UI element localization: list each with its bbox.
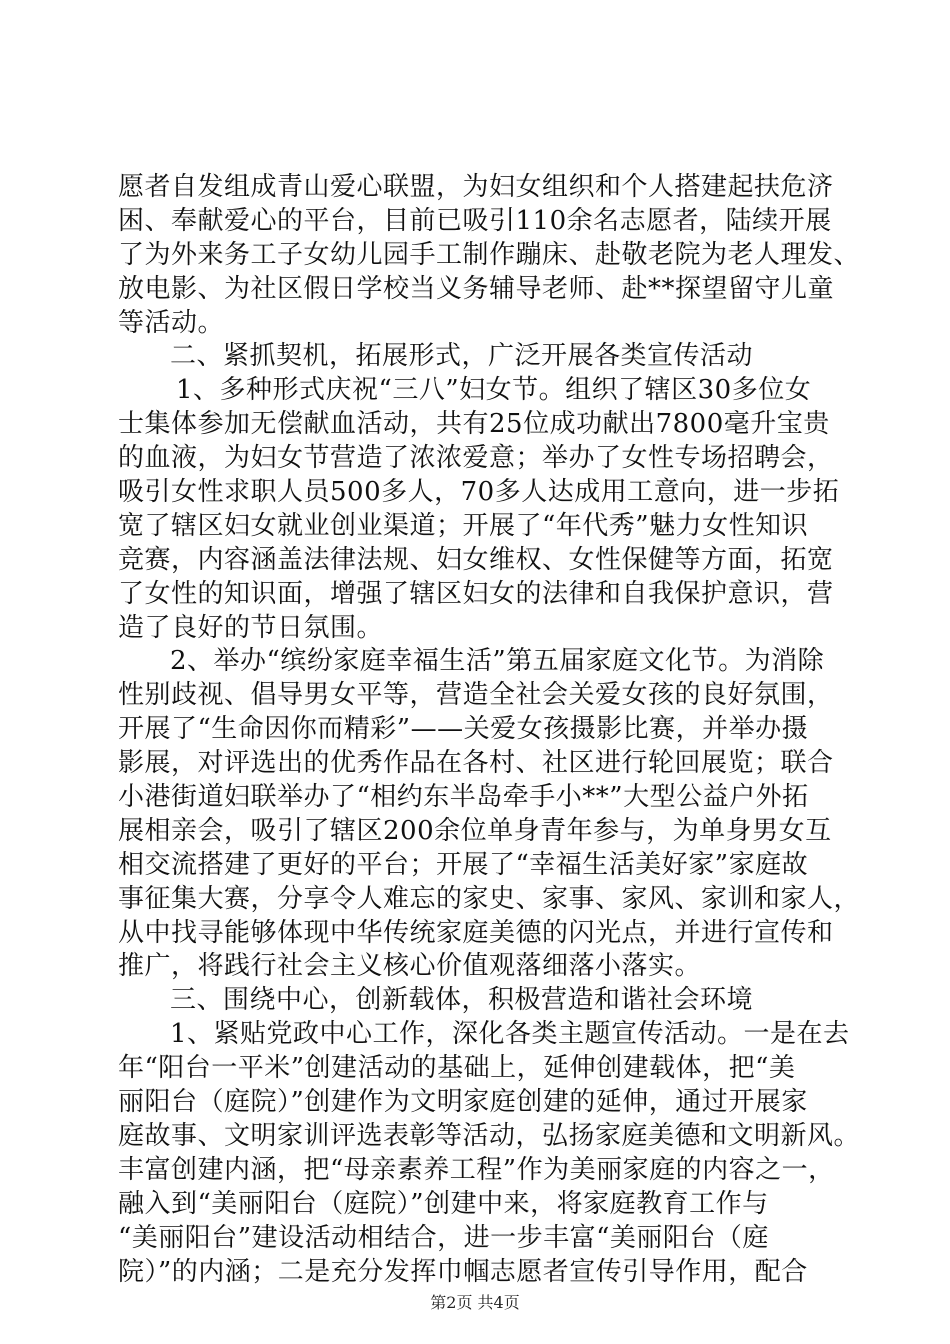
text-line: 士集体参加无偿献血活动，共有25位成功献出7800毫升宝贵 [118, 409, 830, 440]
text-line: 造了良好的节日氛围。 [118, 612, 384, 643]
text-line: 愿者自发组成青山爱心联盟，为妇女组织和个人搭建起扶危济 [118, 172, 834, 202]
text-line: 相交流搭建了更好的平台；开展了“幸福生活美好家”家庭故 [118, 849, 809, 880]
text-line: 融入到“美丽阳台（庭院）”创建中来，将家庭教育工作与 [118, 1188, 769, 1219]
text-line: 了为外来务工子女幼儿园手工制作蹦床、赴敬老院为老人理发、 [118, 239, 861, 270]
text-line: 从中找寻能够体现中华传统家庭美德的闪光点，并进行宣传和 [118, 917, 834, 948]
text-line: 推广，将践行社会主义核心价值观落细落小落实。 [118, 951, 702, 982]
text-line: 开展了“生命因你而精彩”——关爱女孩摄影比赛，并举办摄 [118, 714, 809, 745]
text-line: 性别歧视、倡导男女平等，营造全社会关爱女孩的良好氛围， [118, 680, 834, 711]
text-line: 2、举办“缤纷家庭幸福生活”第五届家庭文化节。为消除 [170, 646, 825, 677]
text-line: 1、多种形式庆祝“三八”妇女节。组织了辖区30多位女 [176, 375, 812, 406]
text-line: 二、紧抓契机，拓展形式，广泛开展各类宣传活动 [170, 341, 754, 372]
text-line: 吸引女性求职人员500多人，70多人达成用工意向，进一步拓 [118, 477, 840, 508]
text-line: 等活动。 [118, 307, 225, 338]
text-line: 影展，对评选出的优秀作品在各村、社区进行轮回展览；联合 [118, 748, 834, 779]
text-line: 小港街道妇联举办了“相约东半岛牵手小**”大型公益户外拓 [118, 782, 809, 813]
text-line: 放电影、为社区假日学校当义务辅导老师、赴**探望留守儿童 [118, 273, 835, 304]
text-line: 庭故事、文明家训评选表彰等活动，弘扬家庭美德和文明新风。 [118, 1120, 861, 1151]
text-line: 丽阳台（庭院）”创建作为文明家庭创建的延伸，通过开展家 [118, 1087, 808, 1118]
text-line: 院）”的内涵；二是充分发挥巾帼志愿者宣传引导作用，配合 [118, 1256, 808, 1287]
text-line: “美丽阳台”建设活动相结合，进一步丰富“美丽阳台（庭 [118, 1222, 769, 1253]
text-line: 了女性的知识面，增强了辖区妇女的法律和自我保护意识，营 [118, 578, 834, 609]
document-body [118, 171, 861, 1289]
text-line: 年“阳台一平米”创建活动的基础上，延伸创建载体，把“美 [118, 1053, 796, 1084]
text-line: 三、围绕中心，创新载体，积极营造和谐社会环境 [170, 985, 754, 1016]
text-line: 展相亲会，吸引了辖区200余位单身青年参与，为单身男女互 [118, 815, 832, 846]
text-line: 宽了辖区妇女就业创业渠道；开展了“年代秀”魅力女性知识 [118, 510, 809, 541]
text-line: 竞赛，内容涵盖法律法规、妇女维权、女性保健等方面，拓宽 [118, 544, 834, 575]
text-line: 事征集大赛，分享令人难忘的家史、家事、家风、家训和家人， [118, 883, 861, 914]
text-line: 丰富创建内涵，把“母亲素养工程”作为美丽家庭的内容之一， [118, 1154, 835, 1185]
text-line: 的血液，为妇女节营造了浓浓爱意；举办了女性专场招聘会， [118, 443, 834, 474]
page-footer: 第2页 共4页 [430, 1293, 520, 1312]
text-line: 1、紧贴党政中心工作，深化各类主题宣传活动。一是在去 [170, 1019, 850, 1050]
text-line: 困、奉献爱心的平台，目前已吸引110余名志愿者，陆续开展 [118, 205, 832, 236]
